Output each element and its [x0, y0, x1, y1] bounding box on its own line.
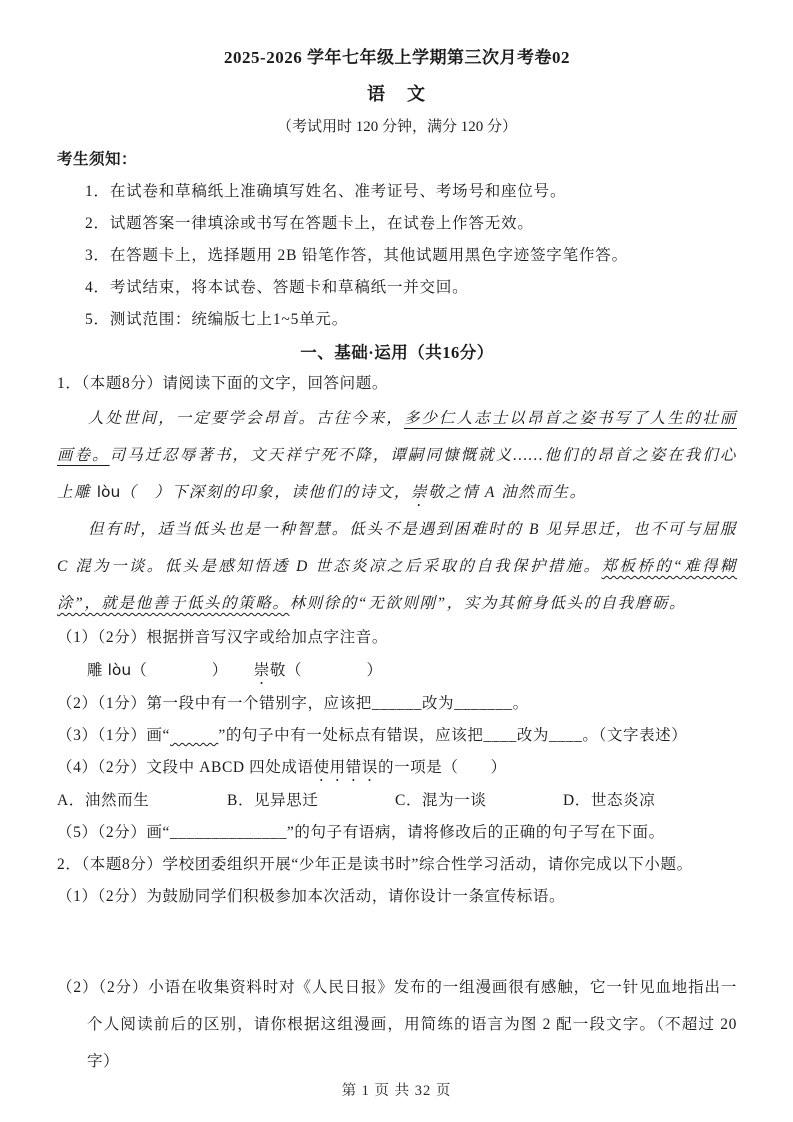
- q2-sub2: （2）（2分）小语在收集资料时对《人民日报》发布的一组漫画很有感触，它一针见血地指出一个人阅读前后的区别，请你根据这组漫画，用简练的语言为图 2 配一段文字。（不超过 20 字）: [57, 979, 737, 1070]
- q1-passage-para1: [57, 400, 737, 511]
- passage-text: 但有时，适当低头也是一种智慧。低头不是遇到困难时的 B 见异思迁，也不可与屈服 C 混为一谈。低头是感知悟透 D 世态炎凉之后采取的自我保护措施。: [57, 521, 737, 575]
- passage-text: （ ）下深刻的印象，读他们的诗文，: [120, 484, 412, 501]
- q1-sub3-text: （3）（1分）画“: [57, 727, 171, 744]
- notice-heading: 考生须知：: [57, 151, 138, 168]
- notice-item-5: 5．测试范围：统编版七上1~5单元。: [85, 311, 349, 328]
- answer-item-jing: 敬（ ）: [269, 662, 383, 679]
- section-heading: 一、基础·运用（共16分）: [300, 343, 494, 362]
- q1-passage-para2: [57, 511, 737, 622]
- q2-stem: 2．（本题8分）学校团委组织开展“少年正是读书时”综合性学习活动，请你完成以下小题。: [57, 856, 693, 873]
- q1-sub1-label: （1）（2分）根据拼音写汉字或给加点字注音。: [57, 629, 388, 646]
- q1-sub4: [57, 752, 737, 785]
- q1-sub3-text: ”的句子中有一处标点有错误，应该把____改为____。（文字表述）: [218, 727, 688, 744]
- q1-stem: 1．（本题8分）请阅读下面的文字，回答问题。: [57, 375, 388, 392]
- passage-text: 林则徐的“无欲则刚”，实为其俯身低头的自我磨砺。: [289, 595, 687, 612]
- q2-sub1: （1）（2分）为鼓励同学们积极参加本次活动，请你设计一条宣传标语。: [57, 888, 566, 905]
- q1-sub4-text: （4）（2分）文段中 ABCD 四处成语: [57, 759, 314, 776]
- wavy-blank: [170, 727, 218, 744]
- option-a: A．油然而生: [57, 792, 150, 809]
- q1-sub1-answer-line: [57, 654, 737, 688]
- dotted-phrase: 使用错误: [313, 759, 378, 776]
- notice-item-4: 4．考试结束，将本试卷、答题卡和草稿纸一并交回。: [85, 279, 469, 296]
- dotted-char-chong: 崇: [253, 662, 270, 679]
- q1-sub4-options: [57, 785, 737, 817]
- dotted-char-chong: 崇: [411, 484, 429, 501]
- page-number-footer: 第 1 页 共 32 页: [341, 1083, 452, 1099]
- passage-text: 敬之情 A 油然而生。: [428, 484, 587, 501]
- notice-item-3: 3．在答题卡上，选择题用 2B 铅笔作答，其他试题用黑色字迹签字笔作答。: [85, 247, 628, 264]
- notice-item-2: 2．试题答案一律填涂或书写在答题卡上，在试卷上作答无效。: [85, 215, 534, 232]
- q1-sub3: [57, 720, 737, 752]
- pinyin-lou: lòu: [96, 483, 121, 501]
- q1-sub5: （5）（2分）画“______________”的句子有语病，请将修改后的正确的句子写在下面。: [57, 824, 665, 841]
- pinyin-lou: lòu: [107, 661, 132, 679]
- passage-text: 人处世间，一定要学会昂首。古往今来，: [88, 410, 404, 427]
- passage-text: 司马迁忍辱著书，文天祥宁死不降，谭嗣同慷慨就义……他们的昂首之姿在我们心上雕: [57, 447, 737, 501]
- answer-item-diao: 雕: [87, 662, 108, 679]
- answer-blank-parens: （ ）: [131, 662, 228, 679]
- wavy-underlined-sentence: 郑板桥的“难得糊涂”，就是他善于低头的策略。: [57, 558, 737, 612]
- option-c: C．混为一谈: [395, 792, 487, 809]
- exam-title: 2025-2026 学年七年级上学期第三次月考卷02: [224, 48, 570, 67]
- notice-item-1: 1．在试卷和草稿纸上准确填写姓名、准考证号、考场号和座位号。: [85, 183, 567, 200]
- option-b: B．见异思迁: [227, 792, 319, 809]
- q1-sub2: （2）（1分）第一段中有一个错别字，应该把______改为_______。: [57, 695, 529, 712]
- subject-title: 语 文: [367, 84, 427, 104]
- option-d: D．世态炎凉: [563, 792, 656, 809]
- q1-sub4-text: 的一项是（ ）: [377, 759, 507, 776]
- exam-info: （考试用时 120 分钟，满分 120 分）: [276, 119, 517, 135]
- underlined-sentence: 多少仁人志士以昂首之姿书写了人生的壮丽画卷。: [57, 410, 737, 464]
